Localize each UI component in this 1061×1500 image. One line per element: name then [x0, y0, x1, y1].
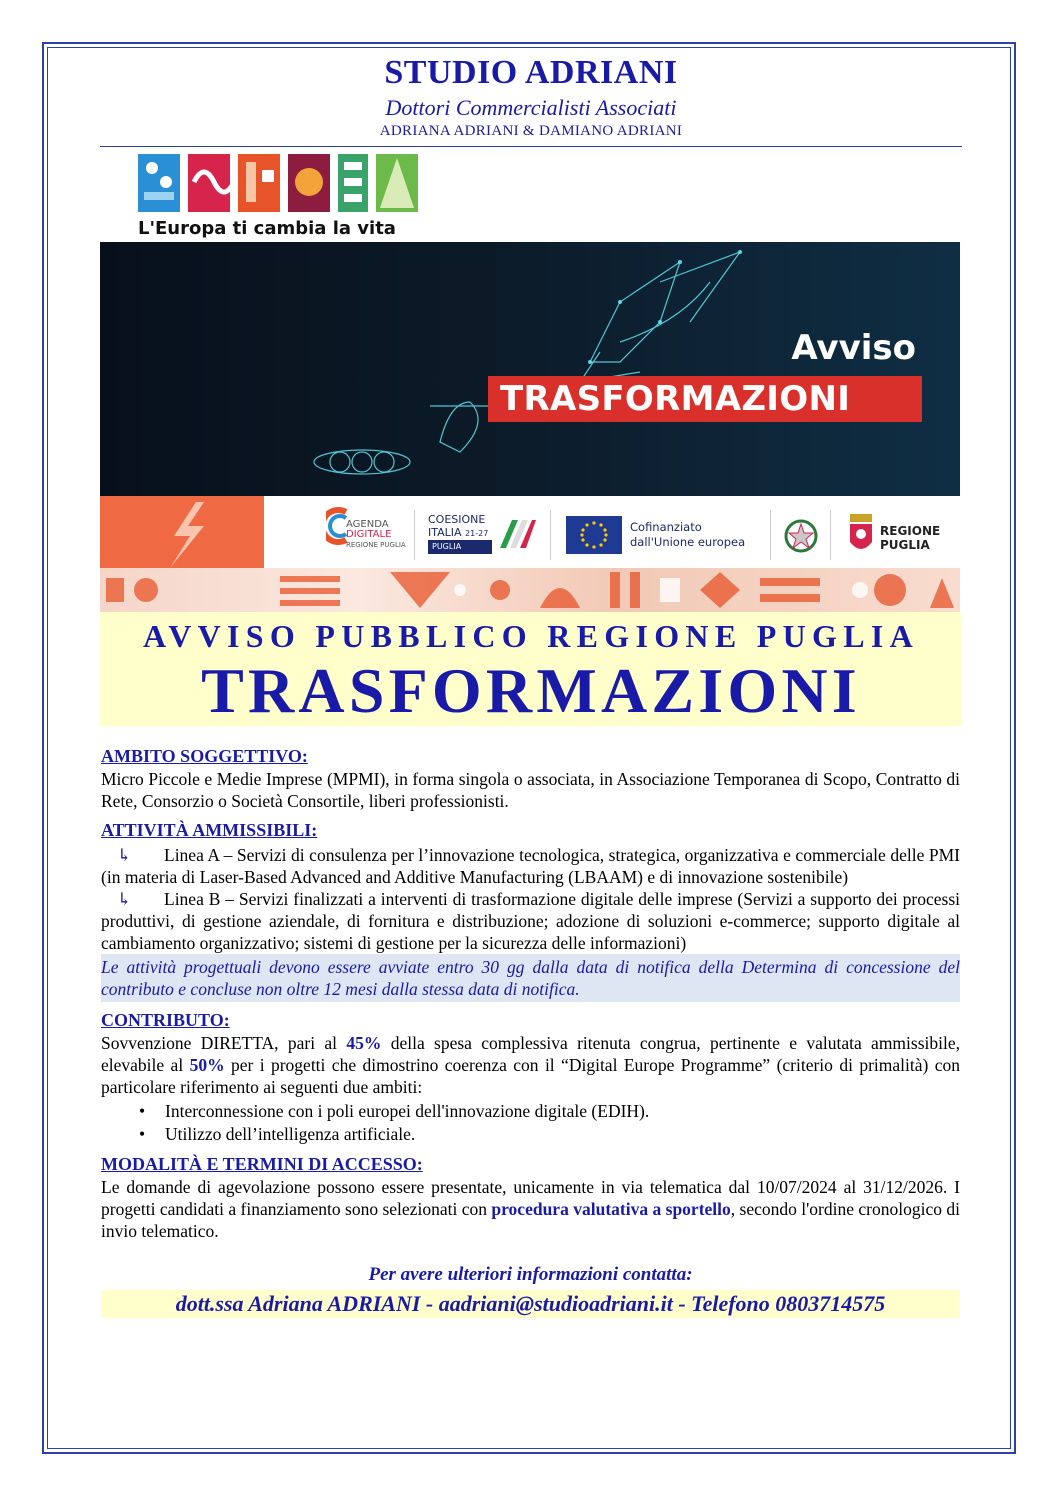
modalita-text-2: , secondo l'ordine cronologico di invio telematico.: [101, 1199, 960, 1241]
partner-names: ADRIANA ADRIANI & DAMIANO ADRIANI: [379, 123, 683, 139]
linea-a-text: Linea A – Servizi di consulenza per l’innovazione tecnologica, strategica, organizzativa e commerciale delle PMI (in materia di Laser-Based Advanced and Additive Manufacturing (LBAAM) e di innovazione sostenibile): [101, 845, 960, 887]
lightning-icon: [100, 496, 264, 568]
logo-divider: [414, 510, 415, 560]
modalita-text-1: Le domande di agevolazione possono essere presentate, unicamente in via telematica dal 10/07/2024 al 31/12/2026. I progetti candidati a finanziamento sono selezionati con: [101, 1177, 960, 1219]
percent-50: 50%: [189, 1055, 225, 1075]
agenda-digitale-text: [346, 520, 406, 550]
regione-puglia-text: [880, 524, 940, 552]
coesione-flag-icon: [496, 514, 536, 554]
modalita-procedure: procedura valutativa a sportello: [491, 1199, 731, 1219]
attivita-note: Le attività progettuali devono essere avviate entro 30 gg dalla data di notifica della Determina di concessione del contributo e concluse non oltre 12 mesi dalla stessa data di notifica.: [101, 954, 960, 1002]
linea-b-text: Linea B – Servizi finalizzati a interventi di trasformazione digitale delle imprese (Servizi a supporto dei processi produttivi, di gestione aziendale, di fornitura e distribuzione; adozione di soluzioni e-commerce; supporto digitale al cambiamento organizzativo; sistemi di gestione per la sicurezza delle informazioni): [101, 889, 960, 953]
document-body: [101, 744, 960, 1318]
contributo-heading: CONTRIBUTO:: [101, 1010, 230, 1030]
butterfly-illustration-icon: [100, 242, 960, 496]
logo-divider: [830, 510, 831, 560]
list-item: [101, 888, 960, 954]
hero-avviso: Avviso: [791, 328, 916, 368]
studio-name: STUDIO ADRIANI: [384, 54, 678, 91]
puglia-word: PUGLIA: [880, 538, 930, 552]
list-item: • Utilizzo dell’intelligenza artificiale.: [139, 1123, 960, 1146]
orange-tile: [100, 496, 264, 568]
contact-line[interactable]: dott.ssa Adriana ADRIANI - aadriani@studioadriani.it - Telefono 0803714575: [101, 1290, 960, 1318]
agenda-word: AGENDA: [346, 519, 389, 530]
coesione-puglia-word: PUGLIA: [432, 542, 462, 551]
modalita-text: [101, 1176, 960, 1242]
italian-emblem-icon: [784, 516, 818, 556]
contributo-text-2: della spesa complessiva ritenuta congrua, pertinente e valutata ammissibile, elevabile al: [101, 1033, 960, 1075]
contributo-text-1: Sovvenzione DIRETTA, pari al: [101, 1033, 347, 1053]
ambito-heading: AMBITO SOGGETTIVO:: [101, 746, 308, 766]
agenda-region-word: REGIONE PUGLIA: [346, 541, 406, 549]
contributo-text: [101, 1032, 960, 1098]
list-item: • Interconnessione con i poli europei dell'innovazione digitale (EDIH).: [139, 1100, 960, 1123]
title-avviso-pubblico: AVVISO PUBBLICO REGIONE PUGLIA: [142, 618, 920, 654]
cofinanziato-word: Cofinanziato: [630, 520, 702, 534]
pattern-icon: [100, 568, 960, 612]
header-divider: [100, 146, 962, 147]
coesione-text: [428, 513, 488, 540]
letterhead: [100, 52, 962, 140]
puglia-slogan: L'Europa ti cambia la vita: [138, 218, 396, 239]
avviso-banner: [100, 148, 962, 612]
studio-subtitle: Dottori Commercialisti Associati: [385, 95, 677, 120]
logo-divider: [770, 510, 771, 560]
italia-word: ITALIA: [428, 526, 462, 539]
list-item: [101, 844, 960, 888]
coesione-word: COESIONE: [428, 513, 486, 526]
title-block: [100, 612, 962, 726]
puglia-logo-icon: [138, 152, 418, 220]
contact-lead: Per avere ulteriori informazioni contatta:: [368, 1264, 693, 1285]
eu-flag-icon: [566, 516, 622, 554]
decorative-strip: [100, 568, 960, 612]
eu-cofinanced-text: [630, 520, 745, 550]
eu-word: dall'Unione europea: [630, 535, 746, 549]
contributo-bullets: [101, 1100, 960, 1146]
period-word: 21-27: [465, 529, 489, 538]
attivita-heading: ATTIVITÀ AMMISSIBILI:: [101, 820, 318, 840]
regione-puglia-crest-icon: [848, 514, 874, 556]
arrow-icon: ↳: [117, 845, 132, 865]
hero-image: [100, 242, 960, 496]
contributo-text-3: per i progetti che dimostrino coerenza con il “Digital Europe Programme” (criterio di primalità) con particolare riferimento ai seguenti due ambiti:: [101, 1055, 960, 1097]
ambito-text: Micro Piccole e Medie Imprese (MPMI), in forma singola o associata, in Associazione Temporanea di Scopo, Contratto di Rete, Consorzio o Società Consortile, liberi professionisti.: [101, 769, 960, 811]
percent-45: 45%: [346, 1033, 382, 1053]
partner-logos: [100, 496, 960, 612]
modalita-heading: MODALITÀ E TERMINI DI ACCESSO:: [101, 1154, 423, 1174]
title-trasformazioni: TRASFORMAZIONI: [201, 655, 861, 726]
logo-divider: [550, 510, 551, 560]
coesione-puglia-tag: [428, 540, 492, 554]
arrow-icon: ↳: [117, 889, 132, 909]
regione-word: REGIONE: [880, 524, 941, 538]
digitale-word: DIGITALE: [346, 529, 392, 540]
hero-trasformazioni: TRASFORMAZIONI: [500, 379, 851, 419]
